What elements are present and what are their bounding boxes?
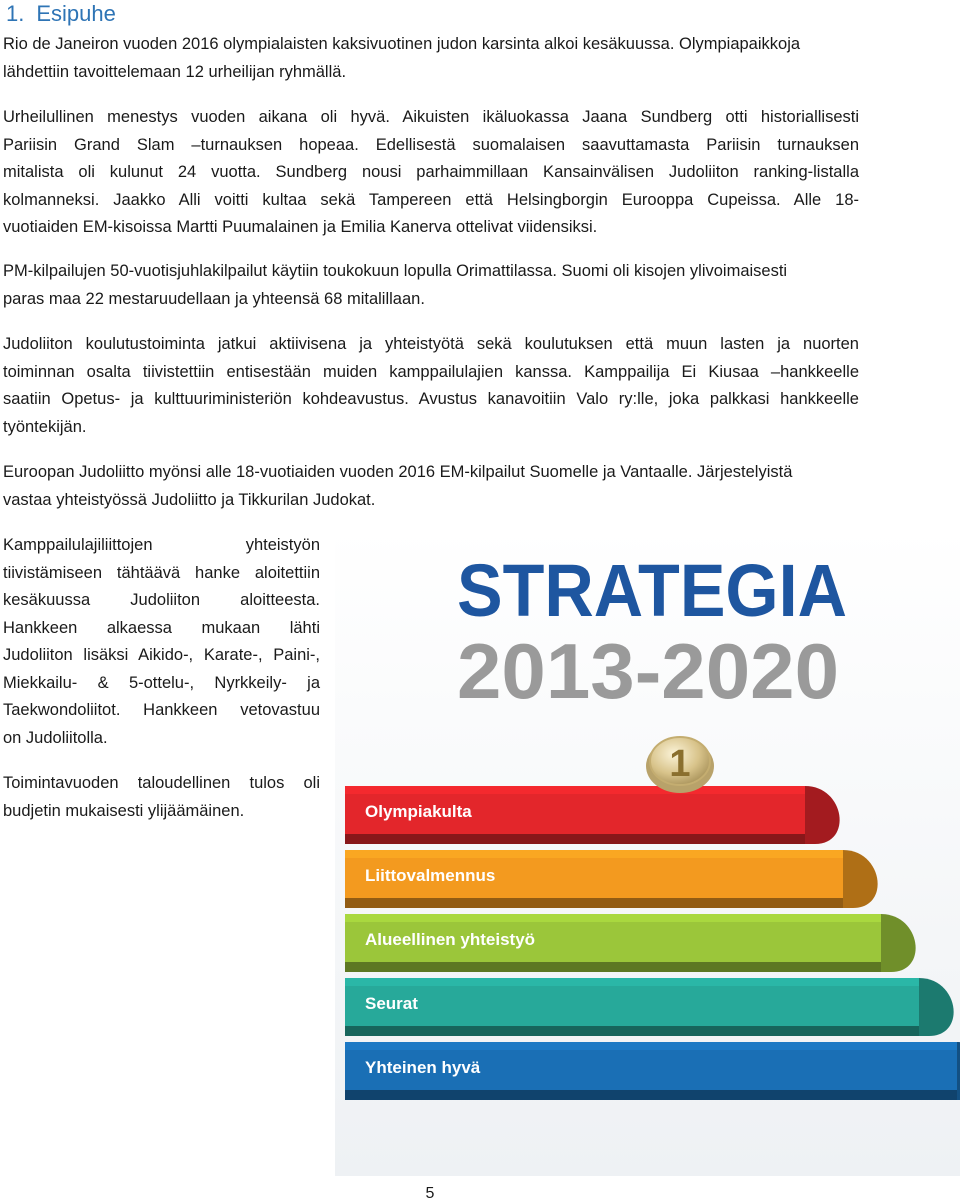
text-line: saatiin Opetus- ja kulttuuriministeriön kohdeavustus. Avustus kanavoitiin Valo ry:lle, joka palkkasi hankkeelle [3, 390, 859, 408]
text-line: Judoliiton lisäksi Aikido-, Karate-, Paini-, [3, 646, 320, 664]
pyramid-level-edge [345, 834, 805, 844]
strategy-graphic [335, 528, 960, 1176]
side-paragraph-financial-result [3, 770, 320, 825]
text-line: Pariisin Grand Slam –turnauksen hopeaa. Edellisestä suomalaisen saavuttamasta Pariisin turnauksen [3, 135, 859, 154]
pyramid-level-label: Olympiakulta [365, 802, 472, 821]
pyramid-level-edge [345, 1090, 957, 1100]
text-line: työntekijän. [3, 417, 87, 436]
pyramid-level-highlight [345, 786, 805, 794]
section-title: Esipuhe [36, 1, 116, 26]
strategy-title: STRATEGIA [457, 549, 847, 632]
text-line: kesäkuussa Judoliiton aloitteesta. [3, 591, 320, 609]
pyramid-level [345, 978, 954, 1036]
section-number: 1. [6, 1, 25, 26]
pyramid-level-highlight [345, 1042, 957, 1050]
text-line: Urheilullinen menestys vuoden aikana oli hyvä. Aikuisten ikäluokassa Jaana Sundberg otti historiallisesti [3, 108, 859, 126]
pyramid-level-edge [345, 898, 843, 908]
text-line: vuotiaiden EM-kisoissa Martti Puumalainen ja Emilia Kanerva ottelivat viidensiksi. [3, 218, 598, 236]
pyramid-level-highlight [345, 978, 919, 986]
text-line: kolmanneksi. Jaakko Alli voitti kultaa sekä Tampereen että Helsingborgin Eurooppa Cupeissa. Alle 18- [3, 190, 859, 209]
section-heading [6, 0, 116, 28]
side-paragraph-cooperation [3, 532, 320, 752]
text-line: vastaa yhteistyössä Judoliitto ja Tikkurilan Judokat. [3, 490, 376, 509]
paragraph-education [3, 331, 859, 441]
text-line: Rio de Janeiron vuoden 2016 olympialaisten kaksivuotinen judon karsinta alkoi kesäkuussa. Olympiapaikkoja [3, 35, 801, 53]
text-line: Euroopan Judoliitto myönsi alle 18-vuotiaiden vuoden 2016 EM-kilpailut Suomelle ja Vantaalle. Järjestelyistä [3, 463, 793, 481]
pyramid-level-label: Seurat [365, 994, 418, 1013]
pyramid-level [345, 850, 878, 908]
text-line: Miekkailu- & 5-ottelu-, Nyrkkeily- ja [3, 673, 320, 692]
page-number: 5 [425, 1185, 435, 1202]
pyramid-level-label: Liittovalmennus [365, 866, 496, 885]
pyramid-level-label: Alueellinen yhteistyö [365, 930, 536, 949]
pyramid-level [345, 1042, 960, 1100]
pyramid-level-highlight [345, 914, 881, 922]
text-line: paras maa 22 mestaruudellaan ja yhteensä 68 mitalillaan. [3, 289, 425, 308]
text-line: Toimintavuoden taloudellinen tulos oli [3, 774, 320, 792]
pyramid-level-edge [345, 962, 881, 972]
paragraph-olympic-qualification [3, 31, 859, 86]
strategy-years: 2013-2020 [457, 627, 839, 715]
medal-badge-number: 1 [669, 743, 691, 785]
pyramid-level [345, 914, 916, 972]
paragraph-em-2016 [3, 459, 859, 514]
pyramid-level-label: Yhteinen hyvä [365, 1058, 481, 1077]
text-line: budjetin mukaisesti ylijäämäinen. [3, 801, 245, 820]
pyramid-level-edge [345, 1026, 919, 1036]
text-line: toiminnan osalta tiivistettiin entisestään muiden kamppailulajien kanssa. Kamppailija Ei Kiusaa –hankkeelle [3, 362, 859, 381]
text-line: Kamppailulajiliittojen yhteistyön [3, 536, 320, 554]
text-line: mitalista oli kulunut 24 vuotta. Sundberg nousi parhaimmillaan Kansainvälisen Judoliiton ranking-listalla [3, 163, 859, 181]
text-line: Taekwondoliitot. Hankkeen vetovastuu [3, 701, 320, 719]
text-line: tiivistämiseen tähtäävä hanke aloitettiin [3, 563, 320, 582]
text-line: on Judoliitolla. [3, 728, 108, 747]
text-line: lähdettiin tavoittelemaan 12 urheilijan ryhmällä. [3, 62, 347, 81]
pyramid-level [345, 786, 840, 844]
paragraph-nordic-championships [3, 258, 859, 313]
text-line: Hankkeen alkaessa mukaan lähti [3, 618, 320, 637]
paragraph-sporting-success [3, 104, 859, 242]
text-line: PM-kilpailujen 50-vuotisjuhlakilpailut käytiin toukokuun lopulla Orimattilassa. Suomi oli kisojen ylivoimaisesti [3, 262, 788, 280]
pyramid-level-highlight [345, 850, 843, 858]
gold-medal [646, 737, 714, 793]
text-line: Judoliiton koulutustoiminta jatkui aktiivisena ja yhteistyötä sekä koulutuksen että muun lasten ja nuorten [3, 335, 859, 353]
